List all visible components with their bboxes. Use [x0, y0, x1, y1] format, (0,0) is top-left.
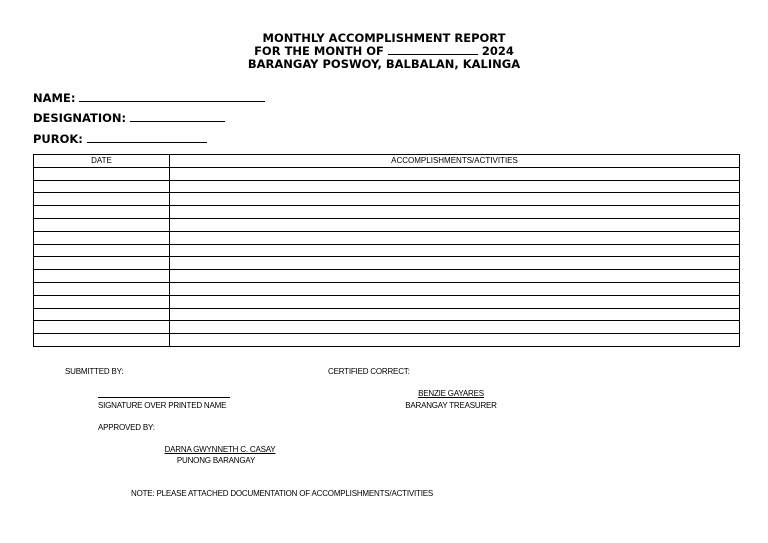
table-row	[34, 218, 740, 231]
activity-cell[interactable]	[170, 295, 740, 308]
activity-cell[interactable]	[170, 167, 740, 180]
purok-blank[interactable]	[87, 141, 207, 143]
activity-cell[interactable]	[170, 334, 740, 347]
treasurer-name	[396, 389, 506, 398]
designation-field	[33, 111, 225, 125]
date-column-header: DATE	[34, 155, 170, 168]
date-cell[interactable]	[34, 244, 170, 257]
date-cell[interactable]	[34, 295, 170, 308]
name-label: NAME:	[33, 91, 76, 105]
month-label: FOR THE MONTH OF	[254, 44, 384, 58]
punong-title: PUNONG BARANGAY	[176, 456, 256, 465]
table-row	[34, 295, 740, 308]
table-row	[34, 193, 740, 206]
signature-line	[98, 397, 230, 398]
date-cell[interactable]	[34, 270, 170, 283]
activity-cell[interactable]	[170, 270, 740, 283]
activity-cell[interactable]	[170, 244, 740, 257]
treasurer-title: BARANGAY TREASURER	[405, 401, 497, 410]
table-row	[34, 244, 740, 257]
report-header	[0, 32, 768, 71]
name-blank[interactable]	[79, 100, 265, 102]
table-body	[34, 167, 740, 346]
activity-cell[interactable]	[170, 257, 740, 270]
activity-cell[interactable]	[170, 231, 740, 244]
date-cell[interactable]	[34, 167, 170, 180]
activities-column-header: ACCOMPLISHMENTS/ACTIVITIES	[170, 155, 740, 168]
date-cell[interactable]	[34, 321, 170, 334]
activity-cell[interactable]	[170, 180, 740, 193]
report-title: MONTHLY ACCOMPLISHMENT REPORT	[262, 31, 506, 45]
table-row	[34, 257, 740, 270]
date-cell[interactable]	[34, 218, 170, 231]
table-row	[34, 334, 740, 347]
barangay-line: BARANGAY POSWOY, BALBALAN, KALINGA	[247, 57, 521, 71]
activity-cell[interactable]	[170, 282, 740, 295]
date-cell[interactable]	[34, 180, 170, 193]
date-cell[interactable]	[34, 193, 170, 206]
date-cell[interactable]	[34, 334, 170, 347]
table-row	[34, 231, 740, 244]
submitted-by-label: SUBMITTED BY:	[65, 367, 124, 376]
certified-correct-label: CERTIFIED CORRECT:	[328, 367, 410, 376]
date-cell[interactable]	[34, 308, 170, 321]
activity-cell[interactable]	[170, 206, 740, 219]
table-row	[34, 206, 740, 219]
designation-blank[interactable]	[130, 120, 225, 122]
table-header-row	[34, 155, 740, 168]
table-row	[34, 308, 740, 321]
table-row	[34, 180, 740, 193]
signature-caption: SIGNATURE OVER PRINTED NAME	[98, 401, 227, 410]
punong-name-text: DARNA GWYNNETH C. CASAY	[164, 445, 276, 454]
month-blank[interactable]	[388, 53, 478, 55]
activity-cell[interactable]	[170, 218, 740, 231]
documentation-note: NOTE: PLEASE ATTACHED DOCUMENTATION OF ACCOMPLISHMENTS/ACTIVITIES	[131, 489, 434, 498]
table-row	[34, 270, 740, 283]
date-cell[interactable]	[34, 257, 170, 270]
accomplishment-table	[33, 154, 740, 347]
table-row	[34, 167, 740, 180]
designation-label: DESIGNATION:	[33, 111, 127, 125]
punong-name	[155, 445, 285, 454]
date-cell[interactable]	[34, 231, 170, 244]
approved-by-label: APPROVED BY:	[98, 423, 155, 432]
treasurer-name-text: BENZIE GAYARES	[418, 389, 484, 398]
table-row	[34, 321, 740, 334]
table-row	[34, 282, 740, 295]
activity-cell[interactable]	[170, 321, 740, 334]
report-year: 2024	[481, 44, 514, 58]
name-field	[33, 91, 265, 105]
date-cell[interactable]	[34, 206, 170, 219]
activity-cell[interactable]	[170, 193, 740, 206]
purok-field	[33, 132, 207, 146]
date-cell[interactable]	[34, 282, 170, 295]
activity-cell[interactable]	[170, 308, 740, 321]
purok-label: PUROK:	[33, 132, 83, 146]
